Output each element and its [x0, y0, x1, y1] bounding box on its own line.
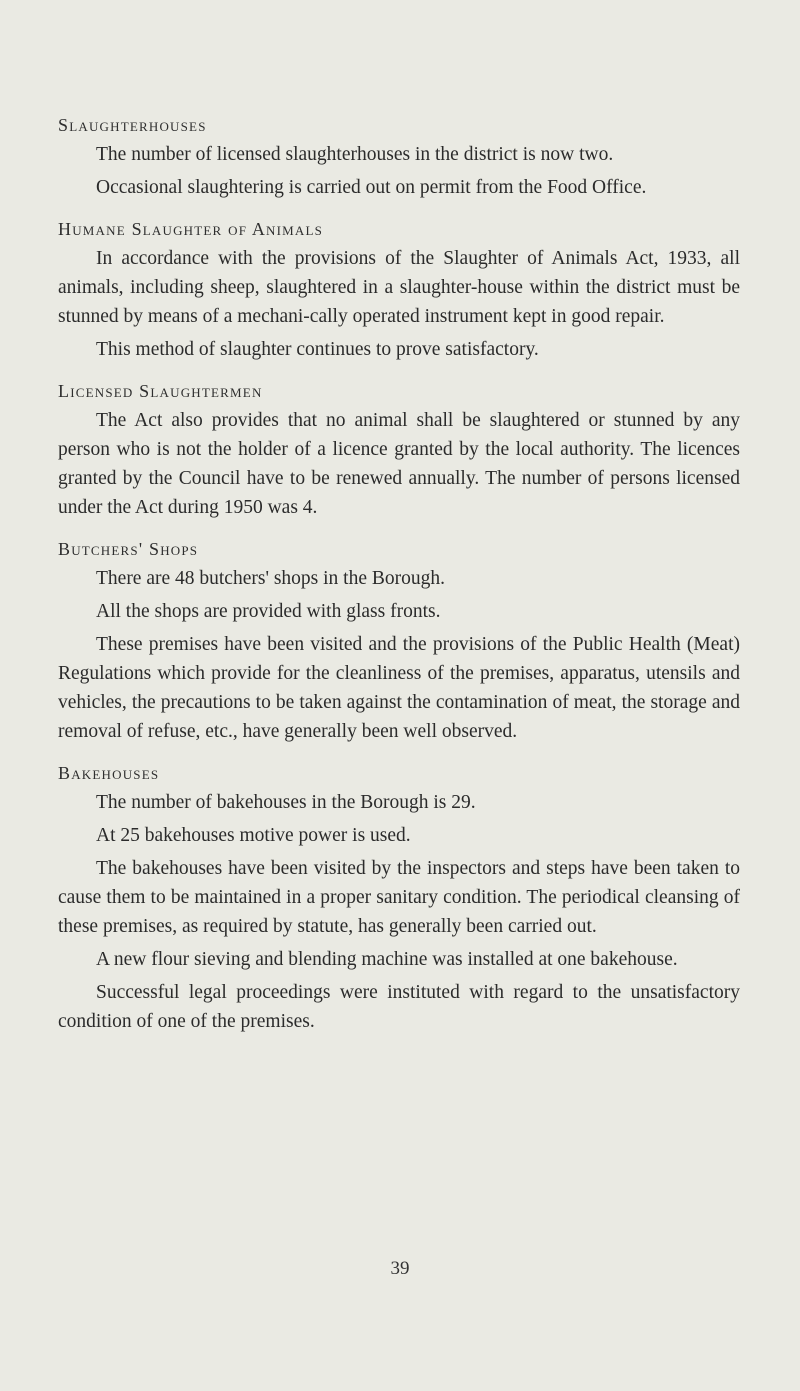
section-heading: Bakehouses [58, 763, 160, 783]
section-heading: Slaughterhouses [58, 115, 207, 135]
paragraph: There are 48 butchers' shops in the Borough. [96, 568, 446, 589]
section-bakehouses [58, 760, 740, 1036]
paragraph: The Act also provides that no animal shall be slaughtered or stunned by any person who is not the holder of a licence granted by the local authority. The licences granted by the Council have to be renewed annually. The number of persons licensed under the Act during 1950 was 4. [58, 410, 740, 518]
page-content [58, 112, 740, 1050]
section-heading: Licensed Slaughtermen [58, 381, 263, 401]
paragraph: The bakehouses have been visited by the inspectors and steps have been taken to cause them to be maintained in a proper sanitary condition. The periodical cleansing of these premises, as required by statute, has generally been carried out. [58, 858, 740, 937]
section-heading: Humane Slaughter of Animals [58, 219, 324, 239]
paragraph: These premises have been visited and the provisions of the Public Health (Meat) Regulations which provide for the cleanliness of the premises, apparatus, utensils and vehicles, the precautions to be taken against the contamination of meat, the storage and removal of refuse, etc., have generally been well observed. [58, 634, 740, 742]
paragraph: Occasional slaughtering is carried out on permit from the Food Office. [96, 177, 647, 198]
paragraph: Successful legal proceedings were instituted with regard to the unsatisfactory condition of one of the premises. [58, 982, 740, 1032]
paragraph: This method of slaughter continues to prove satisfactory. [96, 339, 539, 360]
paragraph: At 25 bakehouses motive power is used. [96, 825, 411, 846]
paragraph: In accordance with the provisions of the Slaughter of Animals Act, 1933, all animals, including sheep, slaughtered in a slaughter-house within the district must be stunned by means of a mechani-cally operated instrument kept in good repair. [58, 248, 740, 327]
section-licensed-slaughtermen [58, 378, 740, 522]
section-butchers-shops [58, 536, 740, 746]
page-number: 39 [390, 1258, 410, 1279]
paragraph: A new flour sieving and blending machine was installed at one bakehouse. [96, 949, 678, 970]
section-humane-slaughter [58, 216, 740, 364]
paragraph: The number of bakehouses in the Borough is 29. [96, 792, 476, 813]
section-slaughterhouses [58, 112, 740, 202]
paragraph: All the shops are provided with glass fronts. [96, 601, 441, 622]
section-heading: Butchers' Shops [58, 539, 199, 559]
paragraph: The number of licensed slaughterhouses in the district is now two. [96, 144, 614, 165]
